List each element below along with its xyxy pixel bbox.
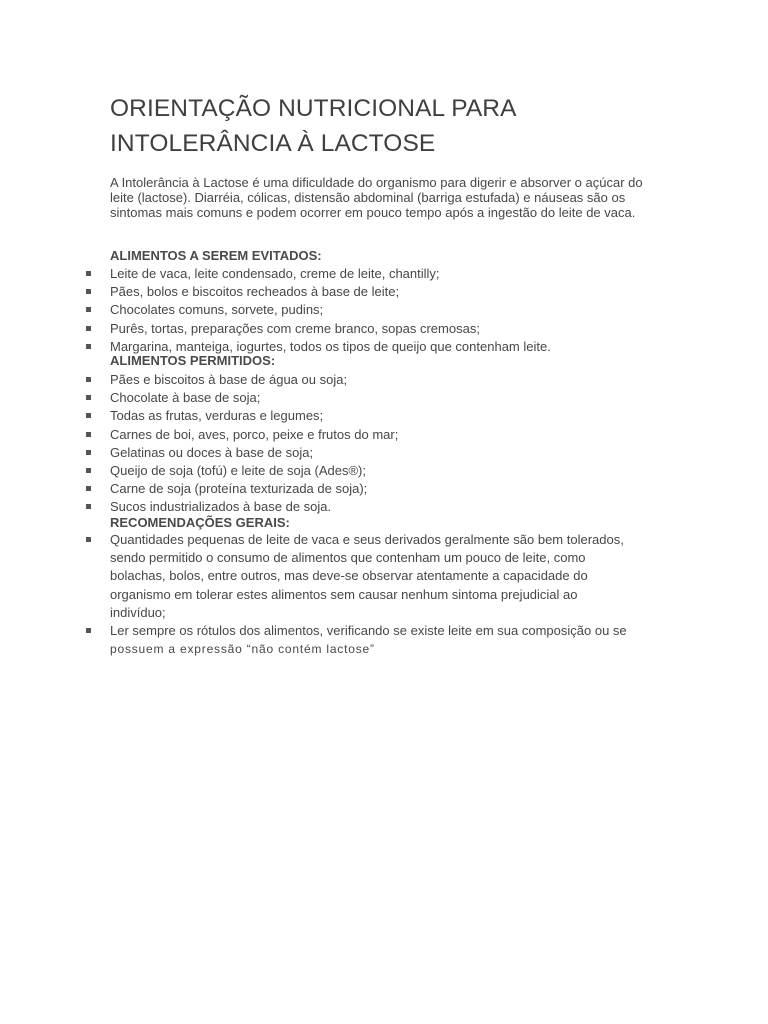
title-line-2: INTOLERÂNCIA À LACTOSE [110,130,436,157]
list-item-text: Carne de soja (proteína texturizada de soja); [110,481,368,497]
bullet-icon [86,395,91,400]
bullet-icon [86,413,91,418]
intro-paragraph: A Intolerância à Lactose é uma dificuldade do organismo para digerir e absorver o açúcar do leite (lactose). Diarréia, cólicas, distensão abdominal (barriga estufada) e náuseas são os sintomas mais comuns e podem ocorrer em pouco tempo após a ingestão do leite de vaca. [110,175,643,220]
list-item-text: bolachas, bolos, entre outros, mas deve-se observar atentamente a capacidade do [110,568,588,584]
list-item-text: Todas as frutas, verduras e legumes; [110,408,324,424]
list-item [110,426,670,444]
list-item [110,301,670,319]
recommendations-heading: RECOMENDAÇÕES GERAIS: [110,515,290,530]
bullet-icon [86,450,91,455]
list-item-text: sendo permitido o consumo de alimentos que contenham um pouco de leite, como [110,550,586,566]
allowed-heading: ALIMENTOS PERMITIDOS: [110,353,276,368]
list-item [110,531,670,622]
list-item-text: organismo em tolerar estes alimentos sem causar nenhum sintoma prejudicial ao [110,586,578,602]
list-item-text: Carnes de boi, aves, porco, peixe e frutos do mar; [110,426,399,442]
list-item-text: Sucos industrializados à base de soja. [110,499,332,515]
list-item-text: Quantidades pequenas de leite de vaca e seus derivados geralmente são bem tolerados, [110,532,624,547]
bullet-icon [86,344,91,349]
list-item-text: Leite de vaca, leite condensado, creme de leite, chantilly; [110,266,440,281]
list-item [110,283,670,301]
list-item [110,407,670,425]
list-item-text: Pães e biscoitos à base de água ou soja; [110,372,348,387]
bullet-icon [86,271,91,276]
bullet-icon [86,537,91,542]
bullet-icon [86,289,91,294]
title-line-1: ORIENTAÇÃO NUTRICIONAL PARA [110,95,517,122]
list-item-text: possuem a expressão “não contém lactose” [110,642,375,657]
bullet-icon [86,628,91,633]
list-item [110,498,670,516]
list-item-text: Ler sempre os rótulos dos alimentos, verificando se existe leite em sua composição ou se [110,623,627,639]
list-item-text: indivíduo; [110,604,166,620]
document-title [110,91,670,161]
list-item-text: Chocolates comuns, sorvete, pudins; [110,302,324,318]
list-item-text: Purês, tortas, preparações com creme branco, sopas cremosas; [110,320,480,336]
list-item [110,444,670,462]
list-item-text: Queijo de soja (tofú) e leite de soja (Ades®); [110,463,366,479]
list-item-text: Margarina, manteiga, iogurtes, todos os tipos de queijo que contenham leite. [110,338,551,354]
allowed-list [110,371,670,517]
list-item-text: Gelatinas ou doces à base de soja; [110,444,314,460]
bullet-icon [86,326,91,331]
list-item [110,265,670,283]
bullet-icon [86,377,91,382]
list-item-text: Pães, bolos e biscoitos recheados à base de leite; [110,284,400,300]
list-item-text: Chocolate à base de soja; [110,390,261,406]
avoid-list [110,265,670,356]
bullet-icon [86,307,91,312]
bullet-icon [86,432,91,437]
list-item [110,389,670,407]
list-item [110,462,670,480]
bullet-icon [86,468,91,473]
list-item [110,622,670,658]
avoid-heading: ALIMENTOS A SEREM EVITADOS: [110,248,322,263]
list-item [110,371,670,389]
list-item [110,480,670,498]
list-item [110,320,670,338]
bullet-icon [86,486,91,491]
bullet-icon [86,504,91,509]
recommendations-list [110,531,670,658]
